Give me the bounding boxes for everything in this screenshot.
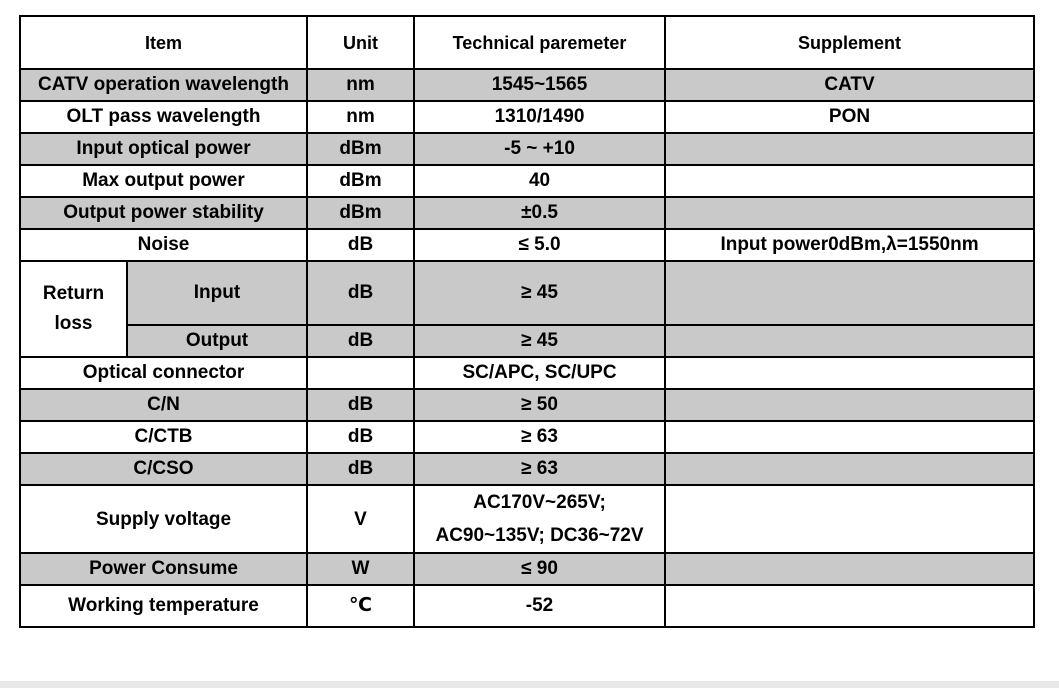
table-row — [20, 553, 1034, 585]
row-param: ±0.5 — [414, 197, 665, 229]
row-param: ≥ 45 — [414, 325, 665, 357]
row-supplement: PON — [665, 101, 1034, 133]
table-row — [20, 357, 1034, 389]
header-param: Technical paremeter — [414, 16, 665, 69]
row-item: C/CSO — [20, 453, 307, 485]
row-param — [414, 485, 665, 553]
table-row-return-loss-output — [20, 325, 1034, 357]
row-param: -5 ~ +10 — [414, 133, 665, 165]
row-item: Power Consume — [20, 553, 307, 585]
return-loss-label: Return loss — [20, 261, 127, 357]
header-item: Item — [20, 16, 307, 69]
row-supplement — [665, 197, 1034, 229]
row-item: C/N — [20, 389, 307, 421]
row-unit: dBm — [307, 197, 414, 229]
table-row — [20, 197, 1034, 229]
row-item: Optical connector — [20, 357, 307, 389]
param-line-2: AC90~135V; DC36~72V — [435, 525, 644, 546]
table-row — [20, 165, 1034, 197]
row-supplement — [665, 453, 1034, 485]
row-supplement — [665, 389, 1034, 421]
row-supplement: Input power0dBm,λ=1550nm — [665, 229, 1034, 261]
table-row — [20, 421, 1034, 453]
row-item: Max output power — [20, 165, 307, 197]
row-unit: W — [307, 553, 414, 585]
header-unit: Unit — [307, 16, 414, 69]
row-supplement — [665, 357, 1034, 389]
header-supplement: Supplement — [665, 16, 1034, 69]
table-row — [20, 453, 1034, 485]
row-item: Output power stability — [20, 197, 307, 229]
table-row — [20, 585, 1034, 627]
row-sub-item: Input — [127, 261, 307, 325]
table-row-supply-voltage — [20, 485, 1034, 553]
row-param: 1310/1490 — [414, 101, 665, 133]
table-row — [20, 229, 1034, 261]
table-row — [20, 389, 1034, 421]
header-row — [20, 16, 1034, 69]
row-unit: dB — [307, 229, 414, 261]
table-row-return-loss-input — [20, 261, 1034, 325]
row-unit — [307, 357, 414, 389]
row-unit: ℃ — [307, 585, 414, 627]
row-sub-item: Output — [127, 325, 307, 357]
row-item: C/CTB — [20, 421, 307, 453]
table-row — [20, 69, 1034, 101]
row-unit: dB — [307, 389, 414, 421]
row-unit: dB — [307, 261, 414, 325]
row-unit: dB — [307, 421, 414, 453]
row-supplement — [665, 165, 1034, 197]
table-row — [20, 133, 1034, 165]
row-param: -52 — [414, 585, 665, 627]
row-item: Working temperature — [20, 585, 307, 627]
row-param: ≥ 63 — [414, 421, 665, 453]
row-unit: V — [307, 485, 414, 553]
row-supplement — [665, 585, 1034, 627]
row-unit: dBm — [307, 133, 414, 165]
row-supplement — [665, 421, 1034, 453]
row-param: ≤ 5.0 — [414, 229, 665, 261]
row-item: OLT pass wavelength — [20, 101, 307, 133]
row-supplement — [665, 553, 1034, 585]
spec-table — [19, 15, 1035, 628]
row-item: Supply voltage — [20, 485, 307, 553]
bottom-band — [0, 681, 1059, 688]
row-supplement — [665, 325, 1034, 357]
table-row — [20, 101, 1034, 133]
row-param: 40 — [414, 165, 665, 197]
row-supplement — [665, 485, 1034, 553]
row-supplement: CATV — [665, 69, 1034, 101]
row-unit: dBm — [307, 165, 414, 197]
row-unit: nm — [307, 69, 414, 101]
row-unit: dB — [307, 453, 414, 485]
param-line-1: AC170V~265V; — [473, 492, 606, 513]
row-param: ≥ 63 — [414, 453, 665, 485]
row-param: SC/APC, SC/UPC — [414, 357, 665, 389]
row-param: ≥ 45 — [414, 261, 665, 325]
row-supplement — [665, 133, 1034, 165]
row-param: ≥ 50 — [414, 389, 665, 421]
row-param: 1545~1565 — [414, 69, 665, 101]
row-item: CATV operation wavelength — [20, 69, 307, 101]
row-supplement — [665, 261, 1034, 325]
row-unit: nm — [307, 101, 414, 133]
row-item: Input optical power — [20, 133, 307, 165]
row-item: Noise — [20, 229, 307, 261]
row-unit: dB — [307, 325, 414, 357]
row-param: ≤ 90 — [414, 553, 665, 585]
